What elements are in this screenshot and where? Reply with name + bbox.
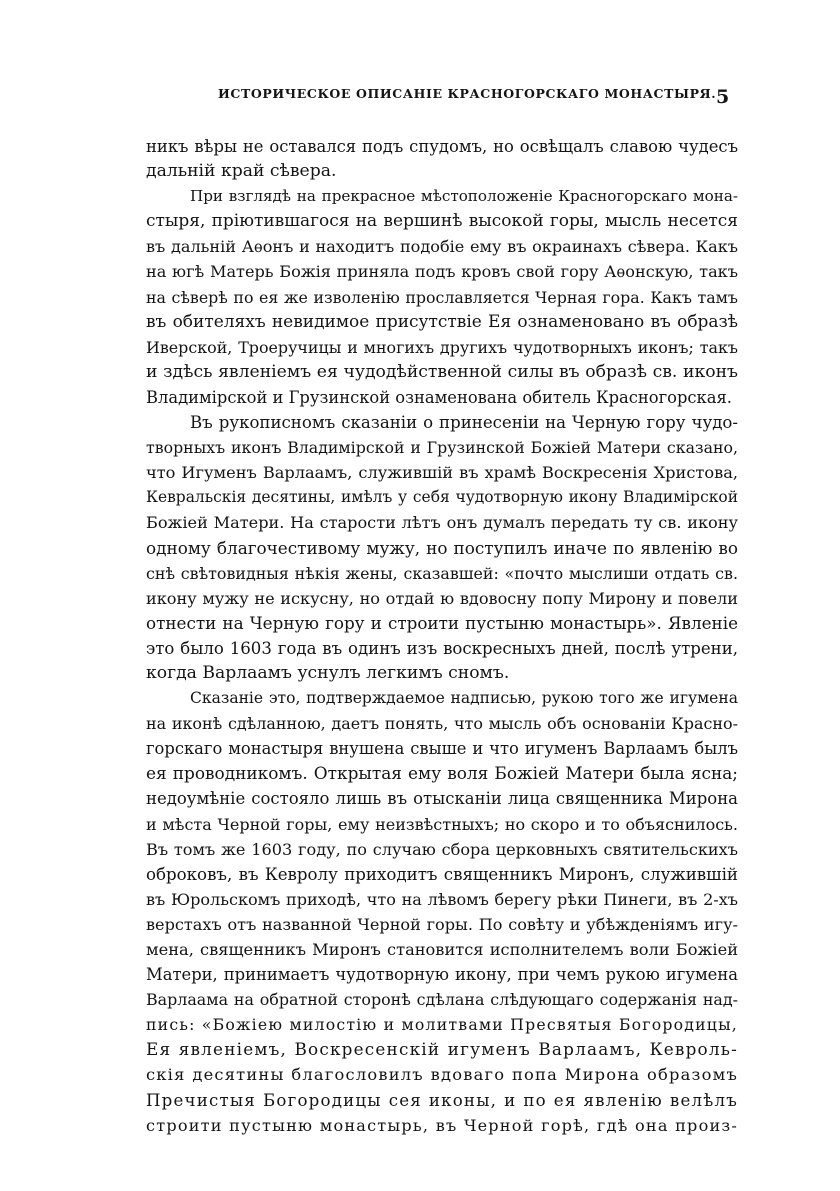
text-line: снѣ свѣтовидныя нѣкія жены, сказавшей: «почто мыслиши отдать св. bbox=[146, 563, 738, 583]
text-line: Владимірской и Грузинской ознаменована обитель Красногорская. bbox=[146, 387, 732, 407]
text-line: Кевральскія десятины, имѣлъ у себя чудотворную икону Владимірской bbox=[146, 488, 738, 507]
text-line: и мѣста Черной горы, ему неизвѣстныхъ; но скоро и то объяснилось. bbox=[146, 814, 738, 834]
text-line: на сѣверѣ по ея же изволенію прославляется Черная гора. Какъ тамъ bbox=[146, 287, 738, 307]
text-line: ея проводникомъ. Открытая ему воля Божіей Матери была ясна; bbox=[146, 763, 738, 784]
text-line: Въ рукописномъ сказаніи о принесеніи на Черную гору чудо- bbox=[190, 413, 738, 433]
text-line: Божіей Матери. На старости лѣтъ онъ думалъ передать ту св. икону bbox=[146, 513, 738, 533]
text-line: пись: «Божіею милостію и молитвами Пресвятыя Богородицы, bbox=[146, 1015, 738, 1035]
body-text bbox=[146, 134, 738, 1138]
text-line: недоумѣніе состояло лишь въ отысканіи лица священника Мирона bbox=[146, 789, 738, 809]
text-line: верстахъ отъ названной Черной горы. По совѣту и убѣжденіямъ игу- bbox=[146, 914, 738, 934]
text-line: При взглядѣ на прекрасное мѣстоположеніе Красногорскаго мона- bbox=[190, 187, 738, 206]
text-line: оброковъ, въ Кевролу приходитъ священникъ Миронъ, служившій bbox=[146, 864, 738, 884]
text-line: Ея явленіемъ, Воскресенскій игуменъ Варлаамъ, Кевроль- bbox=[146, 1039, 738, 1060]
text-line: отнести на Черную гору и строити пустыню монастырь». Явленіе bbox=[146, 612, 738, 633]
text-line: одному благочестивому мужу, но поступилъ иначе по явленію во bbox=[146, 537, 738, 558]
text-line: это было 1603 года въ одинъ изъ воскресныхъ дней, послѣ утрени, bbox=[146, 638, 738, 658]
text-line: икону мужу не искусну, но отдай ю вдовосну попу Мирону и повели bbox=[146, 588, 738, 608]
text-line: творныхъ иконъ Владимірской и Грузинской Божіей Матери сказано, bbox=[146, 438, 738, 458]
text-line: въ обителяхъ невидимое присутствіе Ея ознаменовано въ образѣ bbox=[146, 311, 738, 332]
text-line: Пречистыя Богородицы сея иконы, и по ея явленію велѣлъ bbox=[146, 1090, 738, 1110]
text-line: и здѣсь явленіемъ ея чудодѣйственной силы въ образѣ св. иконъ bbox=[146, 361, 738, 382]
text-line: въ дальній Аѳонъ и находитъ подобіе ему въ окраинахъ сѣвера. Какъ bbox=[146, 237, 738, 257]
text-line: Матери, принимаетъ чудотворную икону, при чемъ рукою игумена bbox=[146, 965, 738, 985]
text-line: Варлаама на обратной сторонѣ сдѣлана слѣдующаго содержанія над- bbox=[146, 990, 738, 1010]
text-line: Иверской, Троеручицы и многихъ другихъ чудотворныхъ иконъ; такъ bbox=[146, 337, 738, 357]
text-line: скія десятины благословилъ вдоваго попа Мирона образомъ bbox=[146, 1065, 738, 1085]
text-line: на иконѣ сдѣланною, даетъ понять, что мысль объ основаніи Красно- bbox=[146, 714, 738, 734]
text-line: строити пустыню монастырь, въ Черной горѣ, гдѣ она произ- bbox=[146, 1115, 738, 1135]
text-line: стыря, пріютившагося на вершинѣ высокой горы, мысль несется bbox=[146, 211, 738, 232]
text-line: когда Варлаамъ уснулъ легкимъ сномъ. bbox=[146, 662, 510, 683]
page-number: 5 bbox=[716, 86, 730, 108]
text-line: на югѣ Матерь Божія приняла подъ кровъ свой гору Аѳонскую, такъ bbox=[146, 262, 738, 282]
text-line: мена, священникъ Миронъ становится исполнителемъ воли Божіей bbox=[146, 940, 738, 959]
running-title: ИСТОРИЧЕСКОЕ ОПИСАНІЕ КРАСНОГОРСКАГО МОНАСТЫРЯ. bbox=[218, 86, 717, 101]
text-line: дальній край сѣвера. bbox=[146, 161, 337, 182]
text-line: горскаго монастыря внушена свыше и что игуменъ Варлаамъ былъ bbox=[146, 739, 738, 759]
text-line: что Игуменъ Варлаамъ, служившій въ храмѣ Воскресенія Христова, bbox=[146, 463, 738, 483]
text-line: Сказаніе это, подтверждаемое надписью, рукою того же игумена bbox=[190, 689, 738, 708]
text-line: никъ вѣры не оставался подъ спудомъ, но освѣщалъ славою чудесъ bbox=[146, 137, 738, 156]
text-line: Въ томъ же 1603 году, по случаю сбора церковныхъ святительскихъ bbox=[146, 839, 738, 859]
text-line: въ Юрольскомъ приходѣ, что на лѣвомъ берегу рѣки Пинеги, въ 2-хъ bbox=[146, 889, 738, 909]
